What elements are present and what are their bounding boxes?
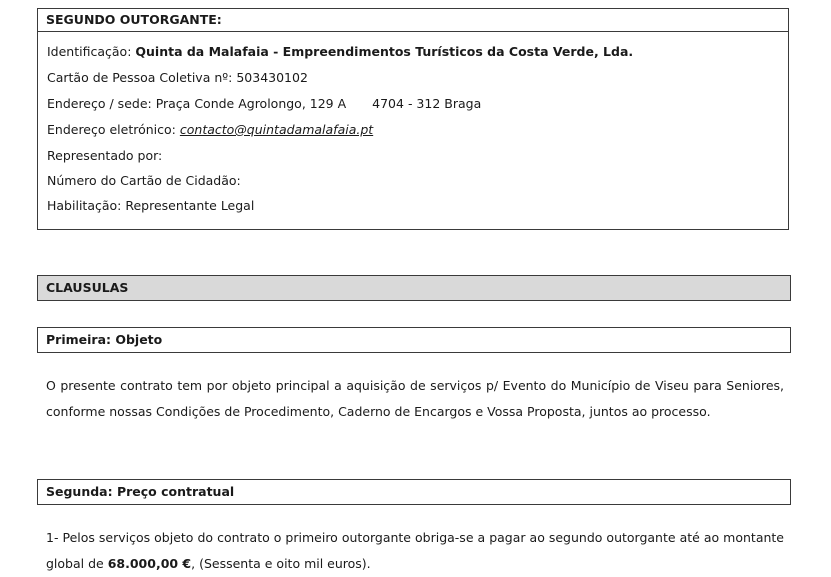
representado-por: Representado por: (47, 148, 163, 163)
codigo-postal: 4704 - 312 Braga (372, 96, 482, 111)
primeira-objeto-header: Primeira: Objeto (37, 327, 791, 353)
segunda-text-before: 1- Pelos serviços objeto do contrato o primeiro outorgante obriga-se a pagar ao segundo outorgante até ao montante global de (46, 530, 784, 571)
endereco-sede: Endereço / sede: Praça Conde Agrolongo, 129 A (47, 96, 347, 111)
endereco-sede-line (47, 96, 481, 111)
numero-cartao-cidadao: Número do Cartão de Cidadão: (47, 173, 241, 188)
identificacao-line (47, 44, 633, 59)
segundo-outorgante-box (37, 8, 789, 230)
segundo-outorgante-header: SEGUNDO OUTORGANTE: (38, 9, 788, 32)
segunda-text-after: , (Sessenta e oito mil euros). (191, 556, 371, 571)
email-link[interactable]: contacto@quintadamalafaia.pt (179, 122, 374, 137)
segunda-preco-header: Segunda: Preço contratual (37, 479, 791, 505)
clausulas-header: CLAUSULAS (37, 275, 791, 301)
endereco-eletronico-label: Endereço eletrónico: (47, 122, 176, 137)
montante-global: 68.000,00 € (107, 556, 192, 571)
endereco-eletronico-line (47, 122, 373, 137)
cartao-pessoa-coletiva: Cartão de Pessoa Coletiva nº: 503430102 (47, 70, 308, 85)
habilitacao: Habilitação: Representante Legal (47, 198, 255, 213)
identificacao-value: Quinta da Malafaia - Empreendimentos Turísticos da Costa Verde, Lda. (135, 44, 634, 59)
identificacao-label: Identificação: (47, 44, 132, 59)
segunda-preco-text (46, 525, 784, 577)
primeira-objeto-text: O presente contrato tem por objeto principal a aquisição de serviços p/ Evento do Município de Viseu para Seniores, conforme nossas Condições de Procedimento, Caderno de Encargos e Vossa Proposta, juntos ao processo. (46, 378, 784, 419)
